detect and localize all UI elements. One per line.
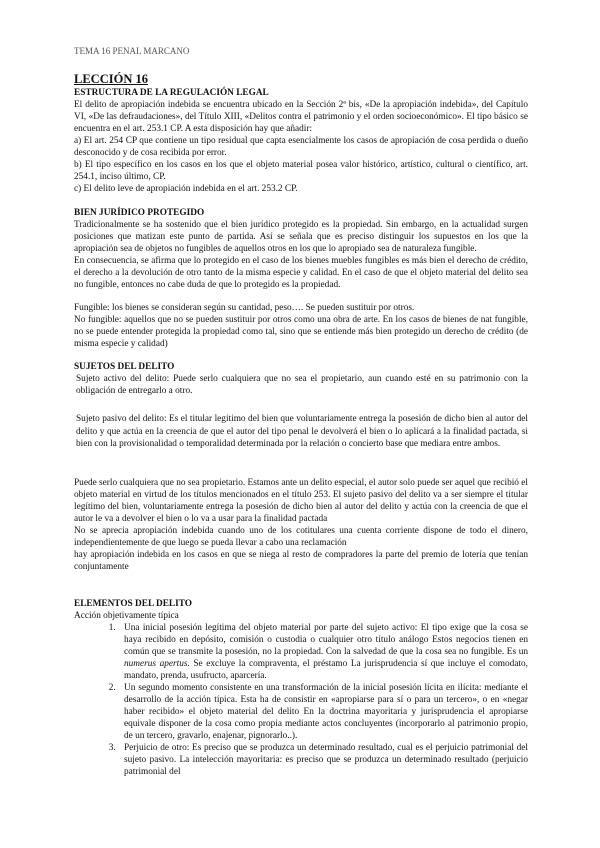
paragraph: b) El tipo específico en los casos en los que el objeto material posea valor histórico, artístico, cultural o científico, art. 254.1, inciso último, CP.	[74, 160, 528, 182]
paragraph: c) El delito leve de apropiación indebida en el art. 253.2 CP.	[74, 184, 298, 194]
section-heading: SUJETOS DEL DELITO	[74, 362, 175, 372]
section-heading: ESTRUCTURA DE LA REGULACIÓN LEGAL	[74, 88, 269, 98]
italic-text: numerus apertus.	[124, 659, 190, 669]
paragraph: Tradicionalmente se ha sostenido que el bien jurídico protegido es la propiedad. Sin embargo, en la actualidad surgen posiciones que matizan este punto de partida. Así se señala que es preciso distinguir los supuestos en los que la apropiación sea de objetos no fungibles de aquellos otros en los que lo apropiado sea de naturaleza fungible.	[74, 220, 528, 254]
paragraph: a) El art. 254 CP que contiene un tipo residual que capta esencialmente los casos de apropiación de cosa perdida o dueño desconocido y de cosa recibida por error.	[74, 136, 528, 158]
list-item: 2. Un segundo momento consistente en una transformación de la inicial posesión lícita en ilícita: mediante el desarrollo de la acción típica. Esta ha de consistir en «apropiarse para sí o para un tercero», o en «negar haber recibido» el objeto material del delito En la doctrina mayoritaria y jurisprudencia el apropiarse equivale disponer de la cosa como propia mediante actos concluyentes (incorporarlo al patrimonio propio, de un tercero, gravarlo, enajenar, pignorarlo..).	[118, 682, 528, 742]
paragraph: Sujeto pasivo del delito: Es el titular legítimo del bien que voluntariamente entrega la posesión de dicho bien al autor del delito y que actúa en la creencia de que el autor del tipo penal le devolverá el bien o lo aplicará a la finalidad pactada, si bien con la provisionalidad o temporalidad determinada por la relación o concierto base que mediara entre ambos.	[76, 414, 528, 449]
section-heading: BIEN JURÍDICO PROTEGIDO	[74, 208, 205, 218]
page-header: TEMA 16 PENAL MARCANO	[74, 46, 190, 56]
section-heading: ELEMENTOS DEL DELITO	[74, 599, 192, 609]
subheading: Acción objetivamente típica	[74, 611, 179, 621]
paragraph: Puede serlo cualquiera que no sea propietario. Estamos ante un delito especial, el autor solo puede ser aquel que recibió el objeto material en virtud de los títulos mencionados en el título 253. El sujeto pasivo del delito va a ser siempre el titular legítimo del bien, voluntariamente entrega la posesión de dicho bien al autor del delito y actúa con la creencia de que el autor le va a devolver el bien o lo va a usar para la finalidad pactada	[74, 477, 528, 524]
paragraph: Fungible: los bienes se consideran según su cantidad, peso…. Se pueden sustituir por otros.	[74, 303, 415, 313]
section-bien-juridico	[74, 207, 528, 350]
paragraph: Sujeto activo del delito: Puede serlo cualquiera que no sea el propietario, aun cuando esté en su patrimonio con la obligación de entregarlo a otro.	[76, 374, 528, 396]
text: Se excluye la compraventa, el préstamo La jurisprudencia sí que incluye el comodato, mandato, prenda, usufructo, aparcería.	[124, 659, 528, 681]
section-sujetos	[74, 361, 528, 573]
paragraph: hay apropiación indebida en los casos en que se niega al resto de compradores la parte del premio de lotería que tenían conjuntamente	[74, 549, 528, 572]
text: Una inicial posesión legítima del objeto material por parte del sujeto activo: El tipo exige que la cosa se haya recibido en depósito, comisión o custodia o cualquier otro título análogo Estos negocios tienen en común que se transmite la posesión, no la propiedad. Con la salvedad de que la cosa sea no fungible. Es un	[124, 623, 528, 657]
list-item: 3. Perjuicio de otro: Es preciso que se produzca un determinado resultado, cual es el perjuicio patrimonial del sujeto pasivo. La intelección mayoritaria: es preciso que se produzca un determinado resultado (perjuicio patrimonial del	[118, 742, 528, 778]
paragraph: No fungible: aquellos que no se pueden sustituir por otros como una obra de arte. En los casos de bienes de nat fungible, no se puede entender protegida la propiedad como tal, sino que se entiende más bien protegido un derecho de crédito (de misma especie y calidad)	[74, 315, 528, 349]
paragraph: En consecuencia, se afirma que lo protegido en el caso de los bienes muebles fungibles es más bien el derecho de crédito, el derecho a la devolución de otro tanto de la misma especie y calidad. En el caso de que el objeto material del delito sea no fungible, entonces no cabe duda de que lo protegido es la propiedad.	[74, 256, 528, 290]
list-item	[118, 622, 528, 682]
lesson-title: LECCIÓN 16	[74, 72, 148, 86]
paragraph: No se aprecia apropiación indebida cuando uno de los cotitulares una cuenta corriente dispone de todo el dinero, independientemente de que luego se pueda llevar a cabo una reclamación	[74, 525, 528, 548]
section-structure	[74, 87, 528, 195]
section-elementos	[74, 598, 528, 778]
paragraph: El delito de apropiación indebida se encuentra ubicado en la Sección 2ª bis, «De la apropiación indebida», del Capítulo VI, «De las defraudaciones», del Título XIII, «Delitos contra el patrimonio y el orden socioeconómico». El tipo básico se encuentra en el art. 253.1 CP. A esta disposición hay que añadir:	[74, 100, 528, 134]
